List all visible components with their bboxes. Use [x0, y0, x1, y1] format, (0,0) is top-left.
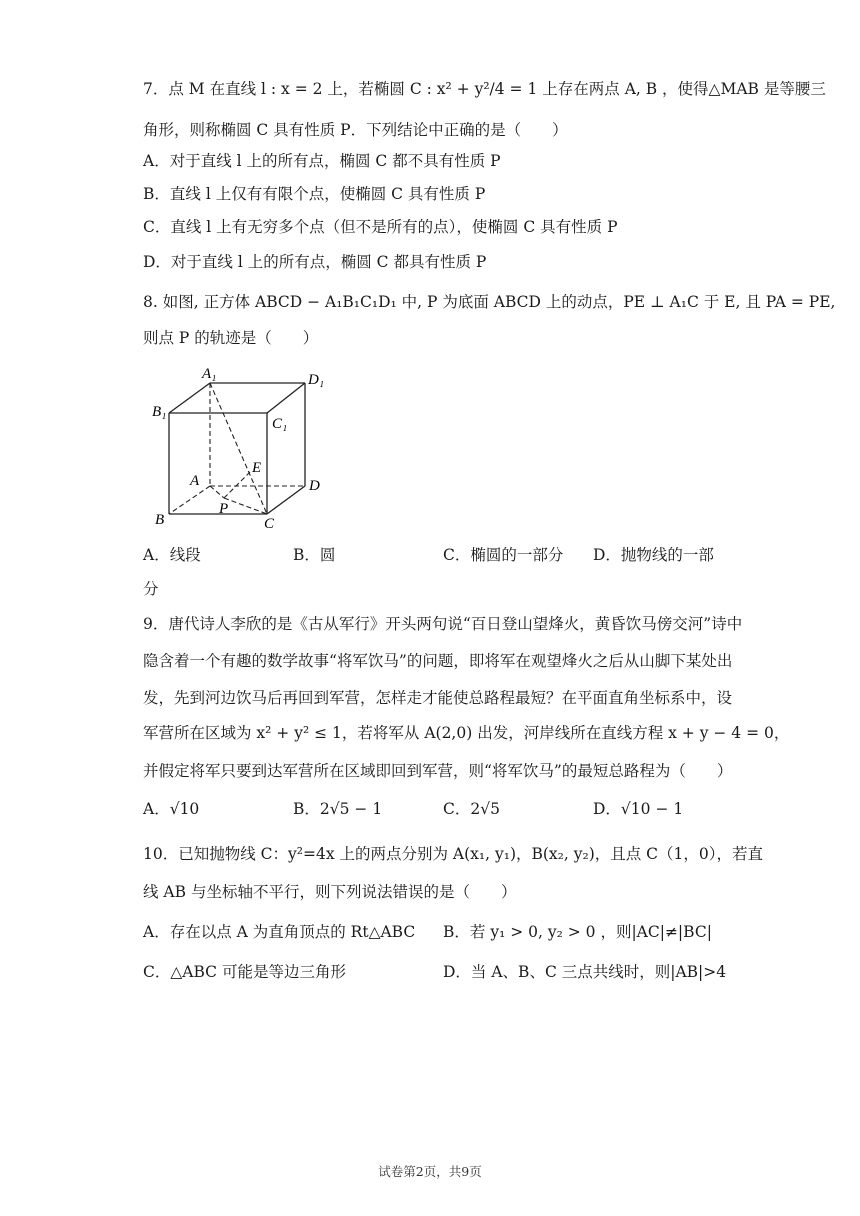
- q7-option-a: A．对于直线 l 上的所有点，椭圆 C 都不具有性质 P: [143, 152, 501, 170]
- q10-option-a: A．存在以点 A 为直角顶点的 Rt△ABC: [143, 923, 416, 941]
- label-b: B: [155, 512, 165, 528]
- label-d: D: [309, 478, 320, 494]
- q9-stem-line5: 并假定将军只要到达军营所在区域即回到军营，则“将军饮马”的最短总路程为（ ）: [143, 762, 733, 780]
- q10-stem-line2: 线 AB 与坐标轴不平行，则下列说法错误的是（ ）: [143, 883, 517, 901]
- cube-solid-edges: [169, 383, 305, 514]
- label-d1: D₁: [308, 372, 325, 388]
- label-a1: A₁: [202, 366, 217, 382]
- q9-stem-line2: 隐含着一个有趣的数学故事“将军饮马”的问题，即将军在观望烽火之后从山脚下某处出: [143, 652, 733, 670]
- q8-option-c: C．椭圆的一部分: [443, 546, 564, 564]
- cube-hidden-edges: [169, 383, 305, 514]
- q10-option-b: B．若 y₁ > 0, y₂ > 0 ，则|AC|≠|BC|: [443, 923, 712, 941]
- q7-stem-line2: 角形，则称椭圆 C 具有性质 P．下列结论中正确的是（ ）: [143, 121, 568, 139]
- label-p: P: [219, 501, 229, 517]
- q9-stem-line1: 9．唐代诗人李欣的是《古从军行》开头两句说“百日登山望烽火，黄昏饮马傍交河”诗中: [143, 615, 743, 633]
- q8-stem-line1: 8. 如图, 正方体 ABCD − A₁B₁C₁D₁ 中, P 为底面 ABCD 上的动点，PE ⊥ A₁C 于 E, 且 PA = PE,: [143, 293, 836, 311]
- q7-option-d: D．对于直线 l 上的所有点，椭圆 C 都具有性质 P: [143, 253, 487, 271]
- q9-stem-line3: 发，先到河边饮马后再回到军营，怎样走才能使总路程最短？在平面直角坐标系中，设: [143, 689, 733, 707]
- q7-stem-line1: 7．点 M 在直线 l : x = 2 上，若椭圆 C : x² + y²/4 = 1 上存在两点 A, B ，使得△MAB 是等腰三: [143, 80, 826, 98]
- q10-stem-line1: 10．已知抛物线 C：y²=4x 上的两点分别为 A(x₁, y₁)，B(x₂, y₂)，且点 C（1，0），若直: [143, 845, 764, 863]
- label-c1: C₁: [272, 416, 288, 432]
- q8-stem-line2: 则点 P 的轨迹是（ ）: [143, 329, 319, 347]
- q7-option-b: B．直线 l 上仅有有限个点，使椭圆 C 具有性质 P: [143, 185, 486, 203]
- q9-option-b: B．2√5 − 1: [293, 800, 383, 818]
- label-c: C: [264, 516, 275, 532]
- q9-option-a: A．√10: [143, 800, 200, 818]
- q10-option-c: C．△ABC 可能是等边三角形: [143, 963, 346, 981]
- q8-option-a: A．线段: [143, 546, 201, 564]
- label-a: A: [190, 473, 200, 489]
- q7-option-c: C．直线 l 上有无穷多个点（但不是所有的点），使椭圆 C 具有性质 P: [143, 218, 618, 236]
- page-footer: 试卷第2页，共9页: [378, 1164, 482, 1179]
- q9-stem-line4: 军营所在区域为 x² + y² ≤ 1，若将军从 A(2,0) 出发，河岸线所在直线方程 x + y − 4 = 0，: [143, 724, 790, 742]
- q9-option-c: C．2√5: [443, 800, 500, 818]
- cube-figure: [140, 362, 340, 534]
- q10-option-d: D．当 A、B、C 三点共线时，则|AB|>4: [443, 963, 727, 981]
- q9-option-d: D．√10 − 1: [593, 800, 684, 818]
- q8-option-b: B．圆: [293, 546, 336, 564]
- label-e: E: [252, 460, 262, 476]
- q8-option-d-wrap: 分: [143, 580, 159, 598]
- q8-option-d: D．抛物线的一部: [593, 546, 714, 564]
- label-b1: B₁: [152, 404, 167, 420]
